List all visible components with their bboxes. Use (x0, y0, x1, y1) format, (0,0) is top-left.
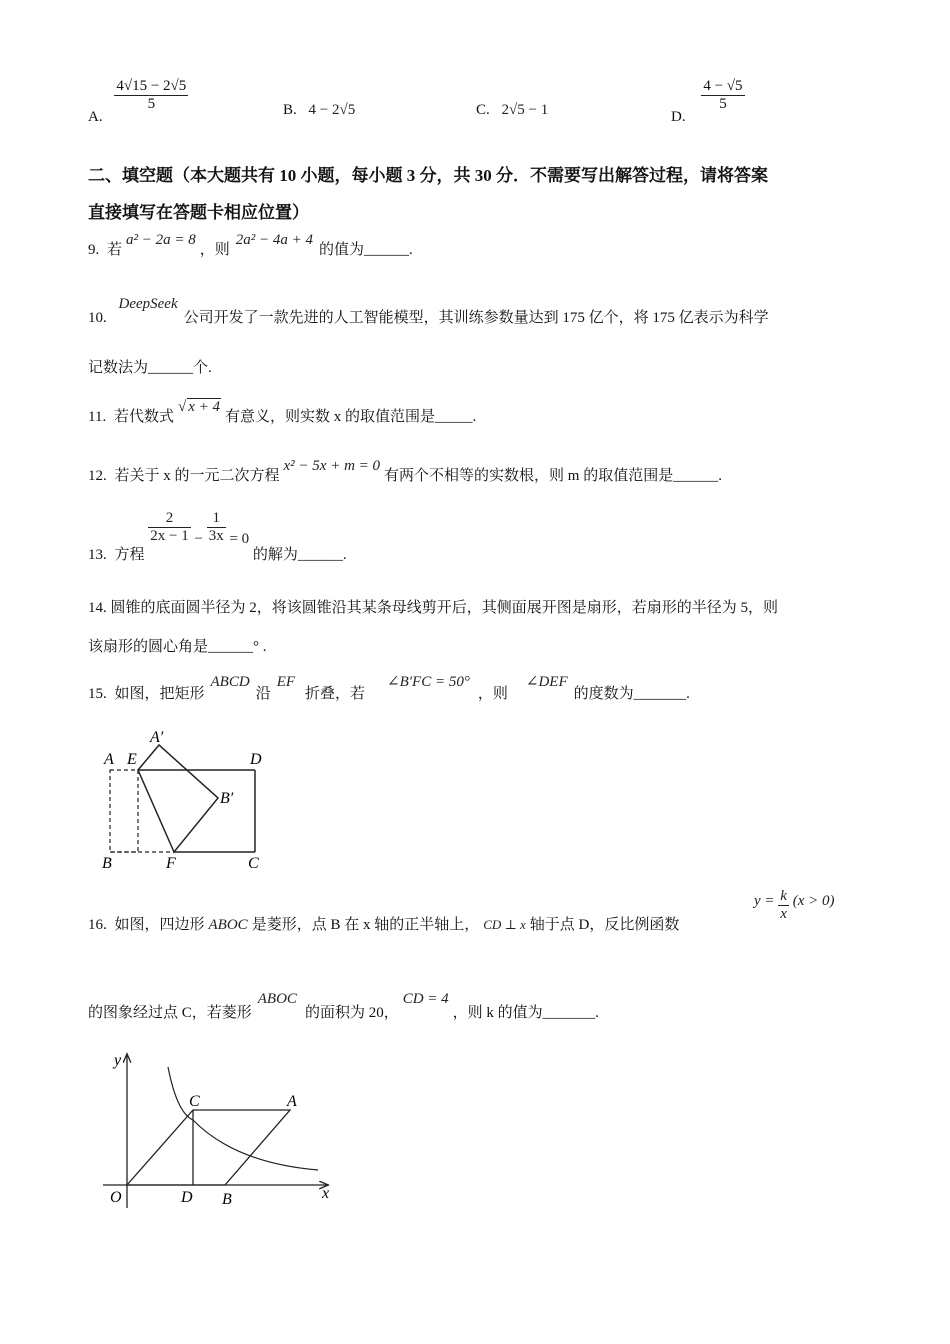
option-d-fraction: $\frac{4 - √5}{5}$ (703, 78, 743, 112)
question-14-line2: 该扇形的圆心角是______° . (88, 639, 267, 655)
hyperbola-curve (168, 1067, 318, 1170)
question-13: 13. 方程 $\frac{2}{2x - 1}$ − $\frac{1}{3x}$ = 0 的解为______. (88, 510, 347, 563)
question-16-function: y = $\frac{k}{x}$ (x > 0) (754, 888, 835, 922)
section-header-line2: 直接填写在答题卡相应位置） (88, 203, 309, 222)
label-E: E (127, 751, 137, 768)
question-12: 12. 若关于 x 的一元二次方程x² − 5x + m = 0有两个不相等的实数根，则 m 的取值范围是______. (88, 458, 722, 484)
label-D: D (181, 1189, 193, 1206)
label-D: D (250, 751, 262, 768)
question-9: 9. 若a² − 2a = 8，则2a² − 4a + 4的值为______. (88, 232, 413, 258)
question-16-line2: 的图象经过点 C，若菱形ABOC的面积为 20，CD = 4，则 k 的值为_______. (88, 991, 599, 1021)
option-a-fraction: $\frac{4√15 - 2√5}{5}$ (116, 78, 187, 112)
question-16: 16. 如图，四边形 ABOC 是菱形，点 B 在 x 轴的正半轴上， CD ⊥ x 轴于点 D，反比例函数 (88, 917, 680, 933)
rect-dashed-left (110, 770, 138, 852)
sqrt-expression: √ x + 4 (177, 399, 220, 415)
option-b: B. 4 − 2√5 (283, 102, 356, 118)
folded-quadrilateral (138, 745, 218, 852)
rhombus-ABOC (127, 1110, 290, 1185)
label-O: O (110, 1189, 122, 1206)
option-a (88, 78, 188, 125)
question-11: 11. 若代数式√ x + 4有意义，则实数 x 的取值范围是_____. (88, 399, 477, 425)
figure-15 (95, 725, 280, 875)
label-A: A (287, 1093, 297, 1110)
label-C: C (189, 1093, 200, 1110)
fraction-2: $\frac{1}{3x}$ (208, 510, 224, 544)
option-d: D. $\frac{4 - √5}{5}$ (671, 78, 743, 125)
option-c: C. 2√5 − 1 (476, 102, 549, 118)
label-x: x (322, 1185, 330, 1202)
label-F: F (166, 855, 176, 872)
label-y: y (114, 1052, 122, 1069)
section-header-line1: 二、填空题（本大题共有 10 小题，每小题 3 分，共 30 分．不需要写出解答过程，请将答案 (88, 166, 768, 185)
question-10-line2: 记数法为______个. (88, 360, 212, 376)
figure-16 (95, 1045, 345, 1215)
k-over-x-fraction: $\frac{k}{x}$ (780, 888, 787, 922)
label-A: A (104, 751, 114, 768)
fraction-1: $\frac{2}{2x - 1}$ (150, 510, 189, 544)
label-B: B (102, 855, 112, 872)
question-15: 15. 如图，把矩形ABCD沿EF折叠，若∠B′FC = 50°，则∠DEF的度数为_______. (88, 674, 690, 702)
question-10: 10. DeepSeek公司开发了一款先进的人工智能模型，其训练参数量达到 175 亿个，将 175 亿表示为科学 (88, 296, 769, 326)
label-B-prime: B′ (220, 790, 234, 807)
label-C: C (248, 855, 259, 872)
question-14-line1: 14. 圆锥的底面圆半径为 2，将该圆锥沿其某条母线剪开后，其侧面展开图是扇形，若扇形的半径为 5，则 (88, 600, 779, 616)
label-A-prime: A′ (150, 729, 164, 746)
label-B: B (222, 1191, 232, 1208)
option-a-label: A. (88, 108, 103, 125)
